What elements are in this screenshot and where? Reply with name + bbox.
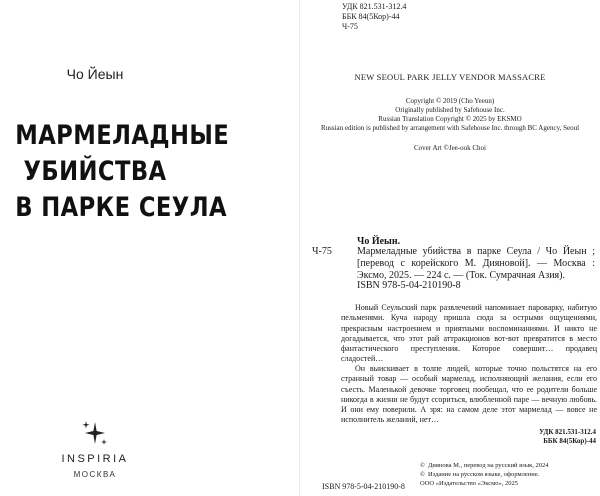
book-title-line: МАРМЕЛАДНЫЕ	[15, 120, 230, 151]
author-name: Чо Йеын	[66, 66, 124, 82]
annotation-paragraph: Он выискивает в толпе людей, которые точно польстятся на его странный товар — особый мармелад, исполняющий желания, если его съесть. Маленькой девочке торговец пообещал, что ее родители больше никогда в жизни не будут ссориться, влюбленной паре — вечную любовь. И они ему поверили. А зря: на самом деле этот мармелад — вовсе не исполнитель желаний, нет…	[341, 364, 597, 425]
copyright-line: Originally published by Safehouse Inc.	[395, 106, 505, 114]
udc-code-bottom: УДК 821.531-312.4	[539, 428, 596, 436]
book-title	[15, 118, 230, 226]
copyright-line: Copyright © 2019 (Cho Yeeun)	[405, 97, 495, 105]
author-mark: Ч-75	[342, 22, 358, 31]
bbk-code-bottom: ББК 84(5Кор)-44	[543, 437, 596, 445]
copyright-line: Russian Translation Copyright © 2025 by EKSMO	[378, 115, 522, 123]
catalog-isbn: ISBN 978-5-04-210190-8	[357, 280, 461, 291]
rights-text: Издание на русском языке, оформление.	[427, 471, 540, 478]
rights-line	[420, 462, 596, 470]
udc-code: УДК 821.531-312.4	[342, 2, 407, 11]
rights-line	[420, 471, 596, 479]
sparkle-logo-icon	[78, 420, 112, 450]
rights-line	[420, 480, 596, 488]
publisher-city: МОСКВА	[73, 470, 117, 479]
catalog-code: Ч-75	[312, 246, 332, 257]
copyright-symbol: ©	[420, 462, 425, 469]
copyright-symbol: ©	[420, 471, 425, 478]
cover-art-credit: Cover Art ©Jee-ook Choi	[413, 144, 486, 152]
rights-text: Диянова М., перевод на русский язык, 2024	[427, 462, 549, 469]
catalog-description: Мармеладные убийства в парке Сеула / Чо Йеын ; [перевод с корейского М. Дияновой]. — Москва : Эксмо, 2025. — 224 с. — (Ток. Сумрачная Азия).	[357, 246, 595, 281]
catalog-author: Чо Йеын.	[357, 236, 401, 247]
copyright-line: Russian edition is published by arrangement with Safehouse Inc. through BC Agency, Seoul	[320, 124, 580, 132]
isbn-bottom: ISBN 978-5-04-210190-8	[322, 482, 405, 491]
book-title-line: В ПАРКЕ СЕУЛА	[15, 192, 227, 223]
rights-text: ООО «Издательство «Эксмо», 2025	[420, 480, 518, 487]
annotation-paragraph: Новый Сеульский парк развлечений напоминает пароварку, набитую пельменями. Куча народу пришла сюда за острыми ощущениями, прекрасным настроением и приятными воспоминаниями. И никто не догадывается, что этот рай аттракционов вот-вот превратится в место фантастического преступления. Которое совершит… продавец сладостей…	[341, 303, 597, 364]
book-title-line: УБИЙСТВА	[23, 156, 167, 187]
publisher-name: INSPIRIA	[61, 453, 129, 465]
bbk-code: ББК 84(5Кор)-44	[342, 12, 400, 21]
original-title: NEW SEOUL PARK JELLY VENDOR MASSACRE	[354, 72, 546, 82]
